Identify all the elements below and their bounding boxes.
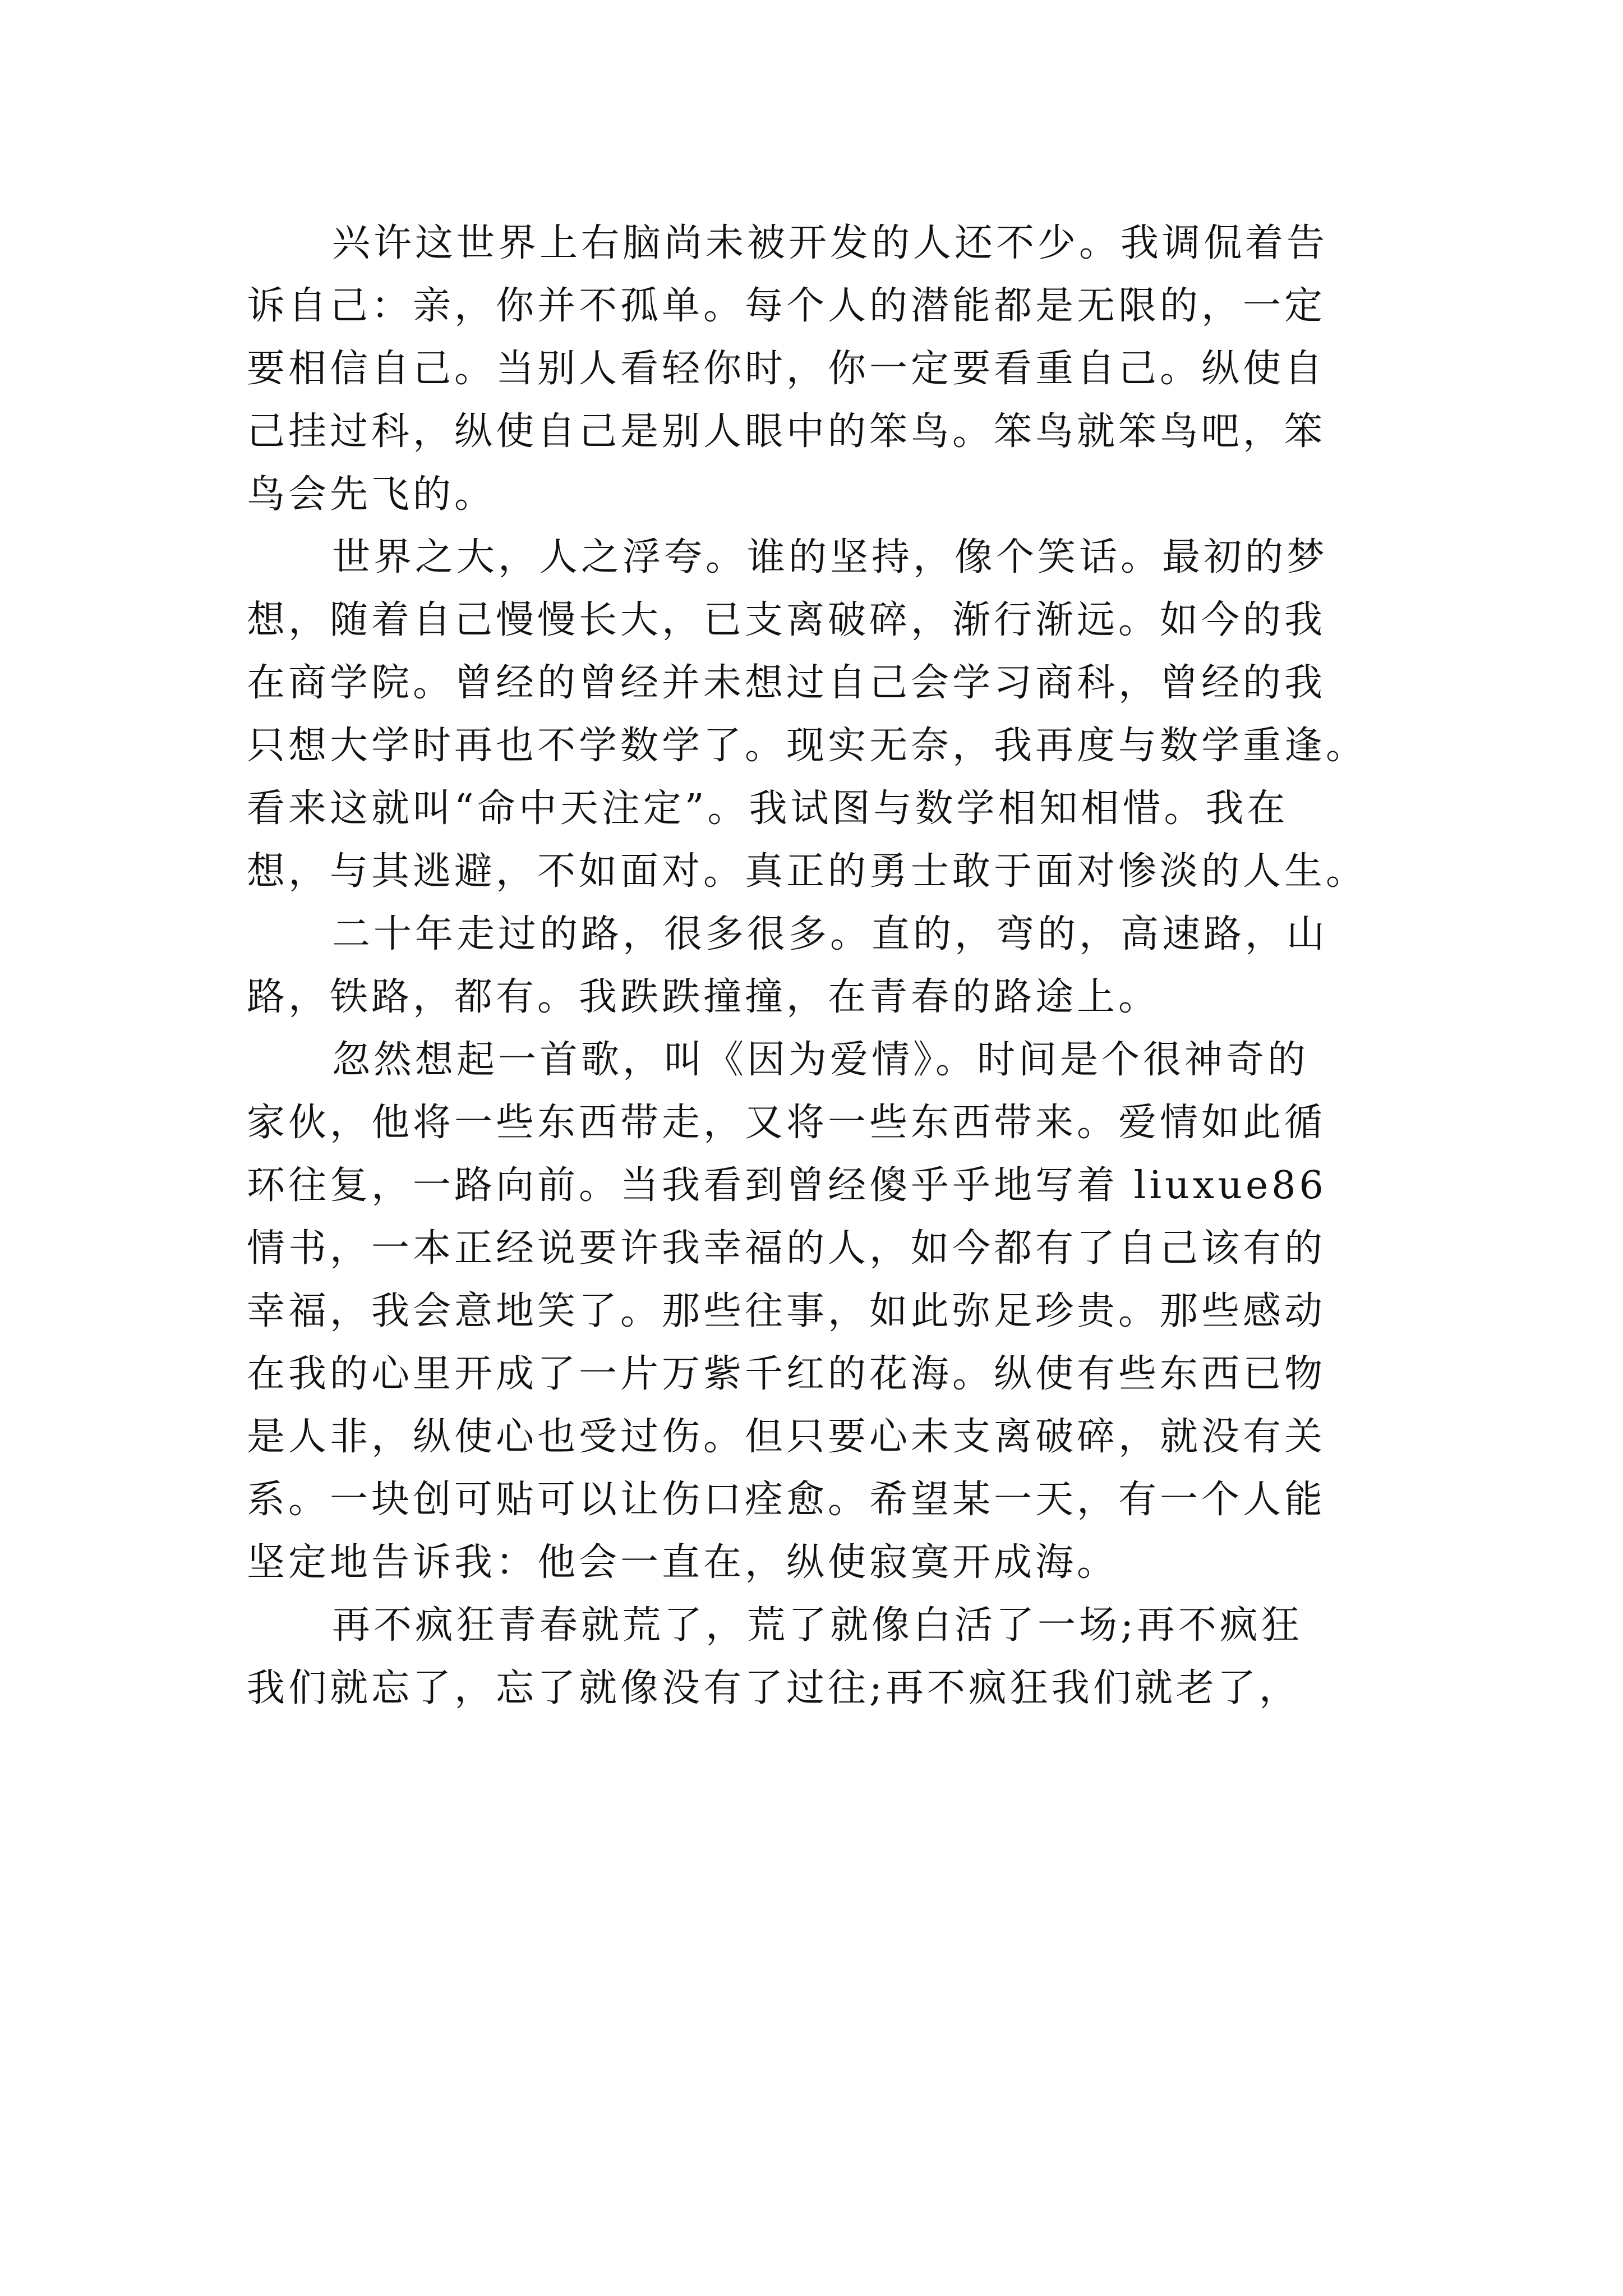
text-line: 想，与其逃避，不如面对。真正的勇士敢于面对惨淡的人生。 xyxy=(247,849,1368,894)
text-line: 忽然想起一首歌，叫《因为爱情》。时间是个很神奇的 xyxy=(332,1038,1310,1082)
text-line: 己挂过科，纵使自己是别人眼中的笨鸟。笨鸟就笨鸟吧，笨 xyxy=(247,409,1326,454)
text-line: 二十年走过的路，很多很多。直的，弯的，高速路，山 xyxy=(332,912,1329,956)
text-line: 环往复，一路向前。当我看到曾经傻乎乎地写着 liuxue86 xyxy=(247,1163,1327,1208)
text-line: 情书，一本正经说要许我幸福的人，如今都有了自己该有的 xyxy=(247,1226,1326,1271)
text-line: 要相信自己。当别人看轻你时，你一定要看重自己。纵使自 xyxy=(247,347,1326,391)
paragraph-1 xyxy=(247,212,1391,526)
text-line: 世界之大，人之浮夸。谁的坚持，像个笑话。最初的梦 xyxy=(332,535,1329,579)
text-line: 幸福，我会意地笑了。那些往事，如此弥足珍贵。那些感动 xyxy=(247,1289,1326,1333)
text-line: 系。一块创可贴可以让伤口痊愈。希望某一天，有一个人能 xyxy=(247,1478,1326,1522)
text-line: 想，随着自己慢慢长大，已支离破碎，渐行渐远。如今的我 xyxy=(247,598,1326,642)
text-line: 路，铁路，都有。我跌跌撞撞，在青春的路途上。 xyxy=(247,975,1160,1019)
text-line: 只想大学时再也不学数学了。现实无奈，我再度与数学重逢。 xyxy=(247,724,1368,768)
text-line: 家伙，他将一些东西带走，又将一些东西带来。爱情如此循 xyxy=(247,1101,1326,1145)
text-line: 我们就忘了，忘了就像没有了过往;再不疯狂我们就老了， xyxy=(247,1666,1301,1710)
paragraph-3 xyxy=(247,903,1391,1029)
text-line: 是人非，纵使心也受过伤。但只要心未支离破碎，就没有关 xyxy=(247,1415,1326,1459)
paragraph-5 xyxy=(247,1594,1391,1720)
text-line: 在商学院。曾经的曾经并未想过自己会学习商科，曾经的我 xyxy=(247,661,1326,705)
text-line: 鸟会先飞的。 xyxy=(247,472,496,517)
text-line: 诉自己：亲，你并不孤单。每个人的潜能都是无限的，一定 xyxy=(247,284,1326,328)
text-line: 再不疯狂青春就荒了，荒了就像白活了一场;再不疯狂 xyxy=(332,1603,1303,1648)
text-line: 坚定地告诉我：他会一直在，纵使寂寞开成海。 xyxy=(247,1540,1119,1585)
text-line: 兴许这世界上右脑尚未被开发的人还不少。我调侃着告 xyxy=(332,221,1329,265)
paragraph-4 xyxy=(247,1029,1391,1594)
body-text xyxy=(247,212,1391,1720)
paragraph-2 xyxy=(247,526,1391,903)
text-line: 看来这就叫“命中天注定”。我试图与数学相知相惜。我在 xyxy=(247,786,1289,831)
text-line: 在我的心里开成了一片万紫千红的花海。纵使有些东西已物 xyxy=(247,1352,1326,1396)
